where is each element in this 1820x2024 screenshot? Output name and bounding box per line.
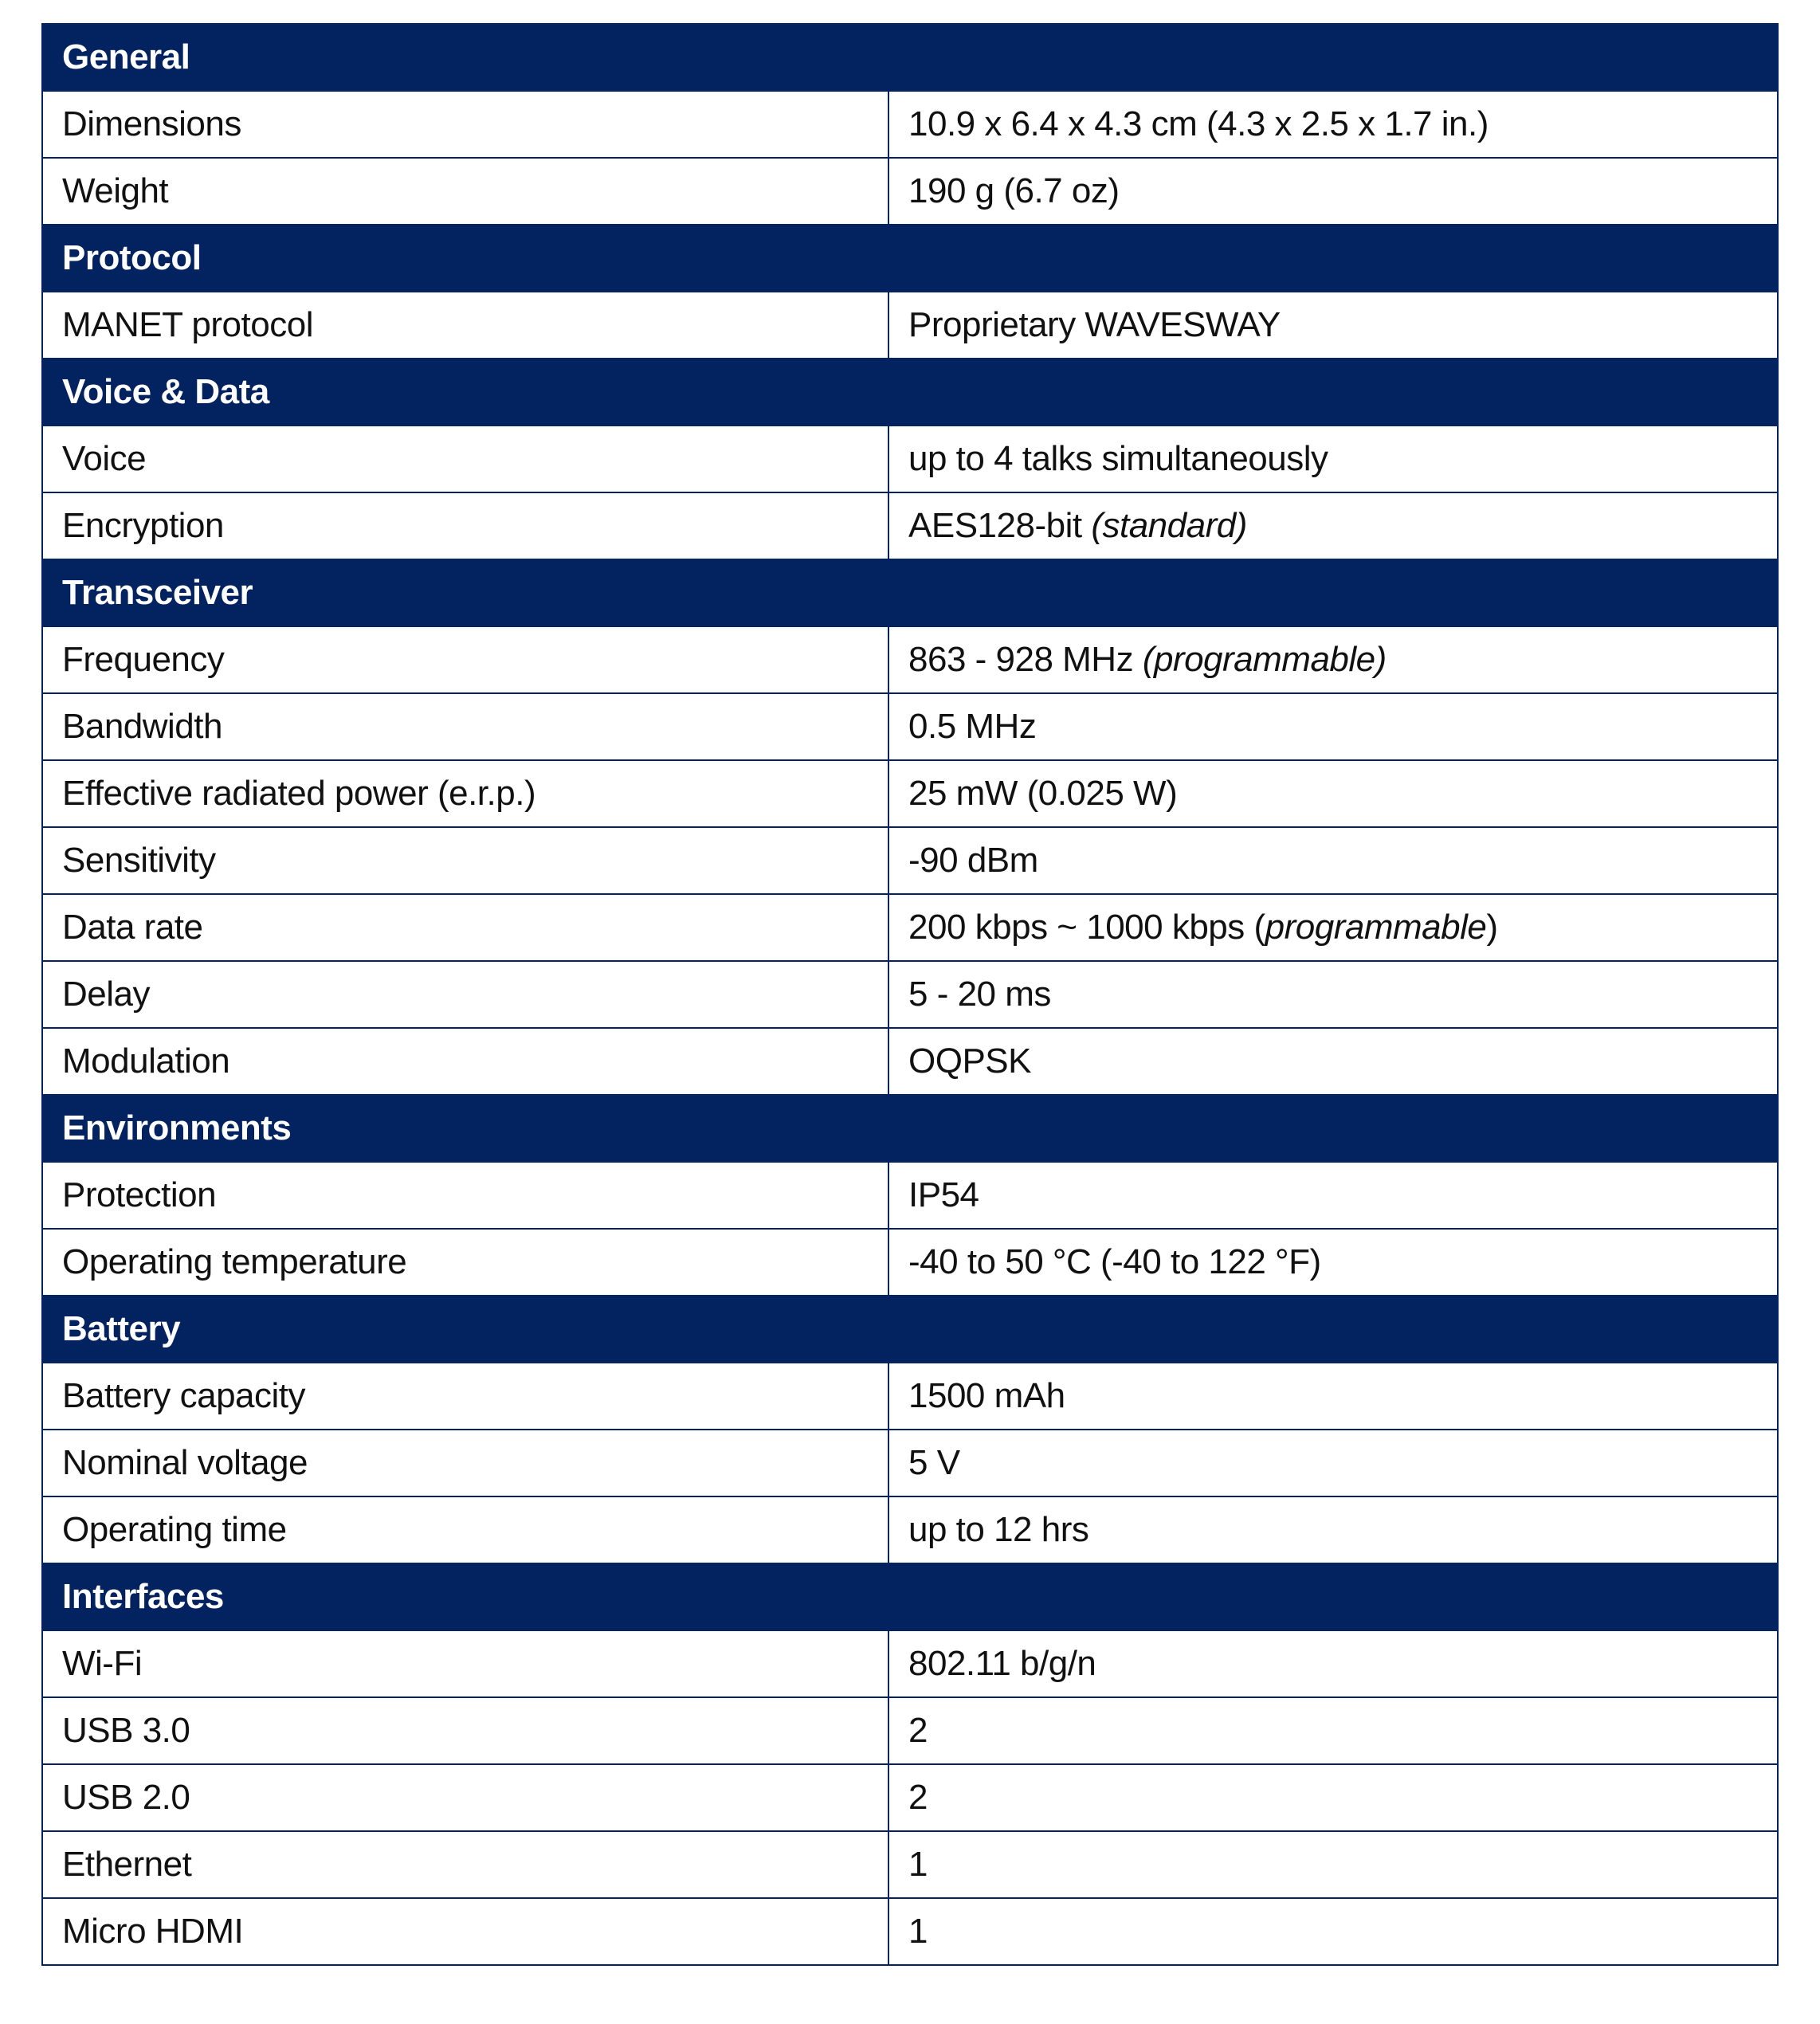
spec-row [42, 760, 1778, 827]
spec-row [42, 1496, 1778, 1563]
spec-value-text: 5 - 20 ms [908, 975, 1051, 1014]
spec-value-text: IP54 [908, 1175, 979, 1214]
spec-value [888, 1162, 1778, 1229]
spec-value-text: -40 to 50 °C (-40 to 122 °F) [908, 1242, 1321, 1281]
spec-label: Nominal voltage [42, 1430, 888, 1496]
section-header-row [42, 1095, 1778, 1162]
spec-value-text: 863 - 928 MHz [908, 640, 1143, 679]
spec-row [42, 1430, 1778, 1496]
section-title: General [42, 24, 1778, 91]
spec-label: Dimensions [42, 91, 888, 158]
spec-row [42, 894, 1778, 961]
spec-value-text: 10.9 x 6.4 x 4.3 cm (4.3 x 2.5 x 1.7 in.) [908, 104, 1489, 143]
spec-value [888, 626, 1778, 693]
spec-value-text: 802.11 b/g/n [908, 1644, 1096, 1683]
spec-row [42, 827, 1778, 894]
spec-value-text: 25 mW (0.025 W) [908, 774, 1178, 813]
spec-value-text: (programmable) [1142, 640, 1387, 679]
spec-row [42, 1898, 1778, 1965]
spec-value-text: 190 g (6.7 oz) [908, 171, 1120, 210]
spec-value-text: 1 [908, 1912, 928, 1951]
spec-label: Data rate [42, 894, 888, 961]
section-title: Protocol [42, 225, 1778, 292]
spec-row [42, 1764, 1778, 1831]
spec-value-text: ) [1486, 908, 1498, 947]
spec-label: Weight [42, 158, 888, 225]
spec-value [888, 1630, 1778, 1697]
spec-label: Encryption [42, 492, 888, 559]
spec-row [42, 1831, 1778, 1898]
spec-value-text: (standard) [1091, 506, 1247, 545]
spec-label: Operating temperature [42, 1229, 888, 1296]
spec-label: USB 2.0 [42, 1764, 888, 1831]
spec-value-text: 200 kbps ~ 1000 kbps ( [908, 908, 1265, 947]
section-title: Transceiver [42, 559, 1778, 626]
spec-value-text: 1500 mAh [908, 1376, 1065, 1415]
specifications-body [42, 24, 1778, 1965]
specifications-table [41, 23, 1779, 1966]
section-header-row [42, 359, 1778, 426]
spec-value-text: 2 [908, 1711, 928, 1750]
spec-value [888, 426, 1778, 492]
spec-value [888, 894, 1778, 961]
spec-row [42, 492, 1778, 559]
spec-label: Wi-Fi [42, 1630, 888, 1697]
spec-label: Voice [42, 426, 888, 492]
spec-row [42, 292, 1778, 359]
spec-value-text: up to 12 hrs [908, 1510, 1089, 1549]
spec-value-text: Proprietary WAVESWAY [908, 305, 1281, 344]
spec-value [888, 1430, 1778, 1496]
spec-value [888, 1831, 1778, 1898]
spec-label: Modulation [42, 1028, 888, 1095]
section-header-row [42, 1563, 1778, 1630]
spec-value [888, 961, 1778, 1028]
spec-row [42, 1697, 1778, 1764]
spec-row [42, 91, 1778, 158]
spec-value [888, 1898, 1778, 1965]
spec-value [888, 1764, 1778, 1831]
spec-label: Frequency [42, 626, 888, 693]
spec-value-text: 0.5 MHz [908, 707, 1037, 746]
section-title: Environments [42, 1095, 1778, 1162]
spec-value [888, 1229, 1778, 1296]
spec-row [42, 1028, 1778, 1095]
spec-label: Operating time [42, 1496, 888, 1563]
spec-row [42, 1363, 1778, 1430]
section-title: Voice & Data [42, 359, 1778, 426]
spec-label: Sensitivity [42, 827, 888, 894]
section-header-row [42, 559, 1778, 626]
spec-value-text: 5 V [908, 1443, 960, 1482]
spec-value [888, 91, 1778, 158]
spec-value [888, 693, 1778, 760]
spec-row [42, 1162, 1778, 1229]
spec-value [888, 1363, 1778, 1430]
spec-value-text: programmable [1265, 908, 1487, 947]
spec-row [42, 426, 1778, 492]
spec-value-text: -90 dBm [908, 841, 1038, 880]
spec-value-text: up to 4 talks simultaneously [908, 439, 1328, 478]
spec-label: MANET protocol [42, 292, 888, 359]
spec-label: Micro HDMI [42, 1898, 888, 1965]
spec-value [888, 292, 1778, 359]
spec-value-text: OQPSK [908, 1041, 1031, 1081]
spec-row [42, 158, 1778, 225]
section-title: Battery [42, 1296, 1778, 1363]
spec-label: Effective radiated power (e.r.p.) [42, 760, 888, 827]
spec-label: Protection [42, 1162, 888, 1229]
spec-row [42, 961, 1778, 1028]
spec-value [888, 1496, 1778, 1563]
spec-label: Delay [42, 961, 888, 1028]
spec-value [888, 760, 1778, 827]
section-header-row [42, 225, 1778, 292]
section-header-row [42, 24, 1778, 91]
section-header-row [42, 1296, 1778, 1363]
spec-row [42, 1229, 1778, 1296]
spec-value [888, 827, 1778, 894]
spec-value [888, 1697, 1778, 1764]
spec-value [888, 492, 1778, 559]
spec-label: Ethernet [42, 1831, 888, 1898]
section-title: Interfaces [42, 1563, 1778, 1630]
spec-row [42, 693, 1778, 760]
spec-value-text: 2 [908, 1778, 928, 1817]
spec-row [42, 1630, 1778, 1697]
spec-value-text: AES128-bit [908, 506, 1092, 545]
spec-label: Bandwidth [42, 693, 888, 760]
spec-value [888, 158, 1778, 225]
spec-label: Battery capacity [42, 1363, 888, 1430]
spec-value-text: 1 [908, 1845, 928, 1884]
spec-row [42, 626, 1778, 693]
spec-value [888, 1028, 1778, 1095]
spec-label: USB 3.0 [42, 1697, 888, 1764]
